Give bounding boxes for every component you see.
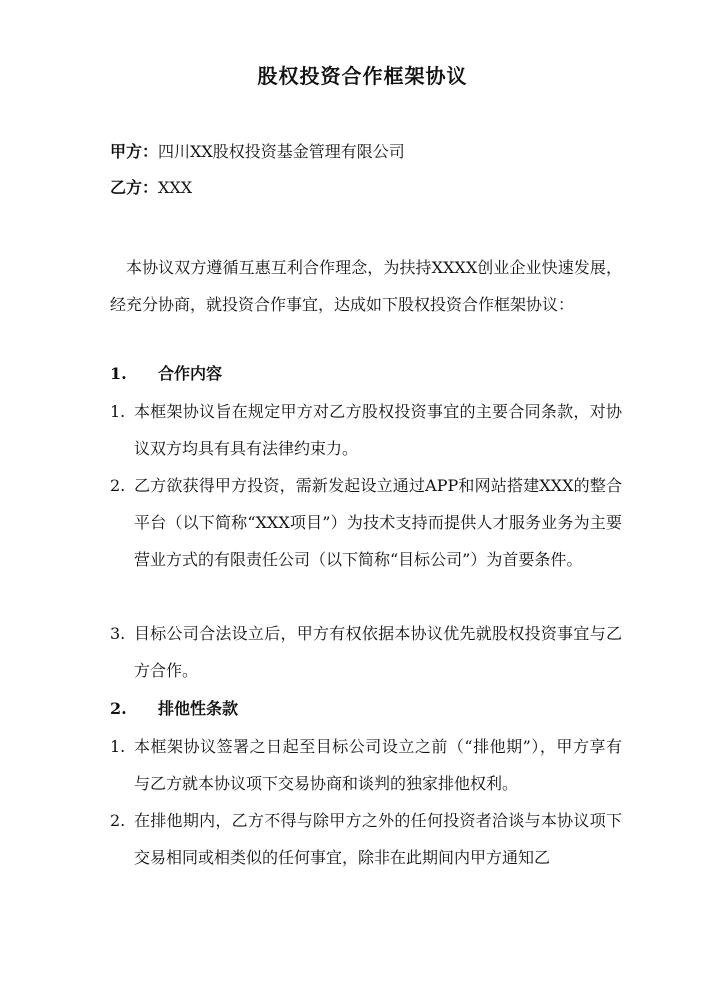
list-item-text: 在排他期内，乙方不得与除甲方之外的任何投资者洽谈与本协议项下交易相同或相类似的任何事宜，除非在此期间内甲方通知乙 — [134, 811, 622, 867]
list-item-text: 目标公司合法设立后，甲方有权依据本协议优先就股权投资事宜与乙方合作。 — [134, 624, 622, 680]
list-item-number: 1. — [110, 737, 126, 756]
list-item — [110, 728, 622, 802]
list-item-text: 本框架协议签署之日起至目标公司设立之前（“排他期”），甲方享有与乙方就本协议项下交易协商和谈判的独家排他权利。 — [134, 737, 622, 793]
section-title: 合作内容 — [158, 364, 223, 383]
list-item — [110, 615, 622, 689]
list-item-number: 3. — [110, 624, 126, 643]
section-number: 1. — [110, 364, 127, 383]
party-a-label: 甲方： — [110, 142, 159, 161]
section-heading-cooperation — [110, 362, 222, 386]
party-b-line — [110, 176, 192, 200]
section-heading-exclusivity — [110, 697, 238, 721]
list-item-text: 乙方欲获得甲方投资，需新发起设立通过APP和网站搭建XXX的整合平台（以下简称“XXX项目”）为技术支持而提供人才服务业务为主要营业方式的有限责任公司（以下简称“目标公司”）为首要条件。 — [134, 476, 622, 569]
list-item — [110, 802, 622, 876]
party-b-name: XXX — [158, 178, 193, 197]
list-item-number: 2. — [110, 476, 126, 495]
party-a-name: 四川XX股权投资基金管理有限公司 — [158, 142, 405, 161]
party-b-label: 乙方： — [110, 178, 159, 197]
list-item — [110, 393, 622, 467]
section-number: 2. — [110, 699, 127, 718]
list-item-number: 2. — [110, 811, 126, 830]
list-item-number: 1. — [110, 402, 126, 421]
list-item — [110, 467, 622, 578]
intro-paragraph: 本协议双方遵循互惠互利合作理念，为扶持XXXX创业企业快速发展，经充分协商，就投资合作事宜，达成如下股权投资合作框架协议： — [110, 258, 622, 314]
list-item-text: 本框架协议旨在规定甲方对乙方股权投资事宜的主要合同条款，对协议双方均具有具有法律约束力。 — [134, 402, 622, 458]
document-title: 股权投资合作框架协议 — [257, 64, 468, 88]
party-a-line — [110, 140, 405, 164]
section-title: 排他性条款 — [158, 699, 239, 718]
